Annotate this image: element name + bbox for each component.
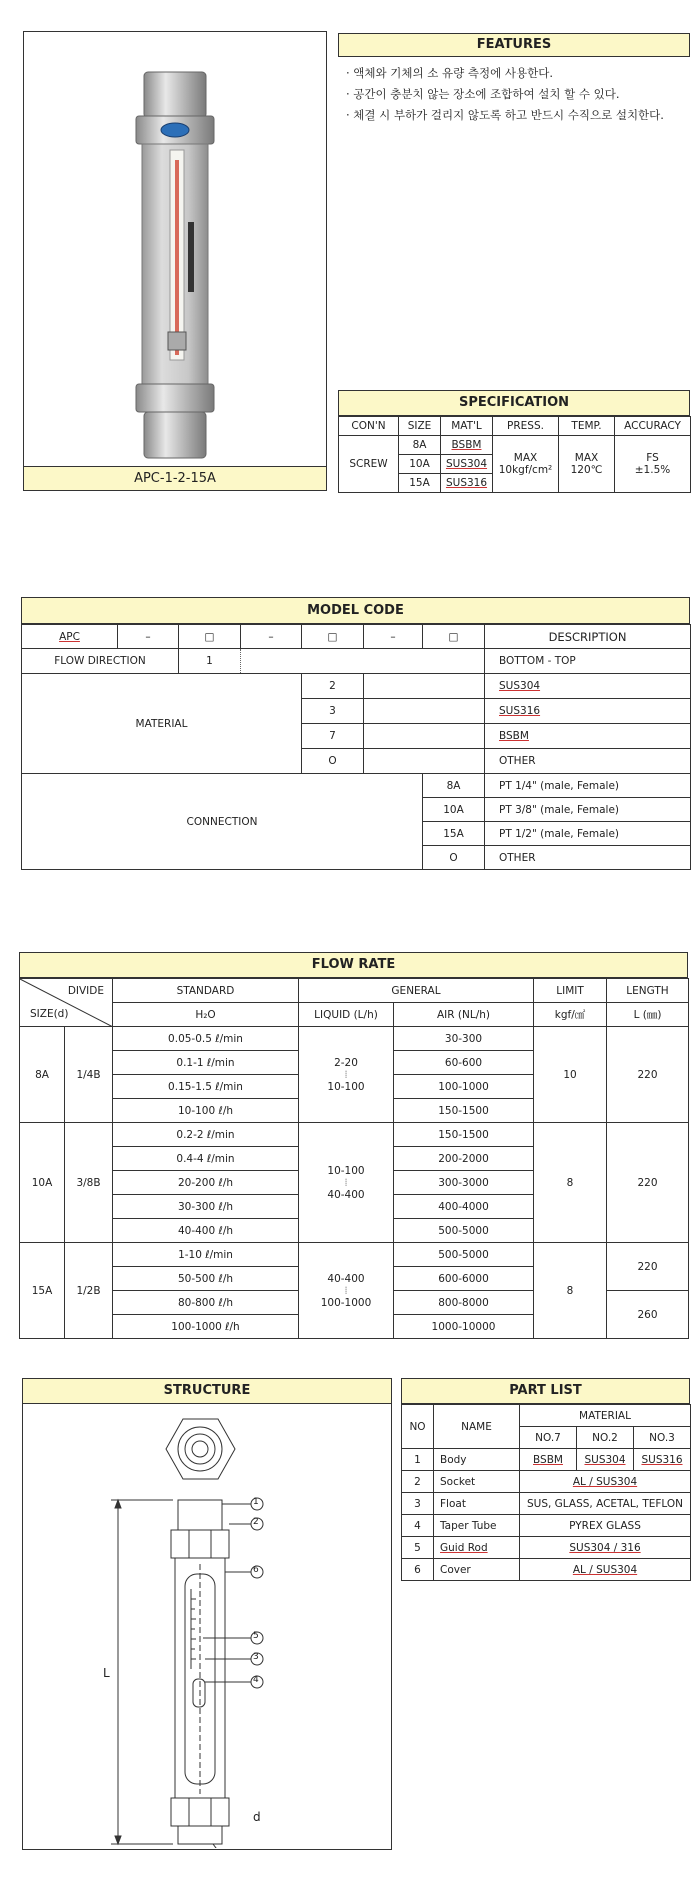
standard-value: 100-1000 ℓ/h xyxy=(113,1315,299,1339)
structure-drawing xyxy=(23,1404,391,1848)
connection-code: O xyxy=(423,846,485,870)
spec-mat: BSBM xyxy=(441,436,493,455)
material-code: 2 xyxy=(302,674,364,699)
liquid-value: 40-400 xyxy=(327,1188,365,1201)
part-material: SUS304 xyxy=(577,1449,634,1471)
callout-4: 4 xyxy=(253,1675,259,1685)
part-material: AL / SUS304 xyxy=(520,1559,691,1581)
part-list-title: PART LIST xyxy=(401,1378,690,1404)
connection-label: CONNECTION xyxy=(22,774,423,870)
air-value: 60-600 xyxy=(394,1051,534,1075)
standard-value: 0.2-2 ℓ/min xyxy=(113,1123,299,1147)
size-cell: 10A xyxy=(20,1123,65,1243)
size-cell: 15A xyxy=(20,1243,65,1339)
standard-value: 10-100 ℓ/h xyxy=(113,1099,299,1123)
part-list-table xyxy=(401,1404,691,1581)
length-value: 220 xyxy=(607,1123,689,1243)
part-material: PYREX GLASS xyxy=(520,1515,691,1537)
flow-direction-desc: BOTTOM - TOP xyxy=(485,649,691,674)
spec-header: CON'N xyxy=(339,417,399,436)
air-value: 600-6000 xyxy=(394,1267,534,1291)
part-material: AL / SUS304 xyxy=(520,1471,691,1493)
material-desc: OTHER xyxy=(485,749,691,774)
range-sep: ⁞ xyxy=(344,1068,348,1081)
empty-cell xyxy=(364,699,485,724)
spec-acc-line: FS xyxy=(646,452,659,464)
h2o-header: H₂O xyxy=(113,1003,299,1027)
divide-size-cell xyxy=(20,979,113,1027)
limit-unit: kgf/㎠ xyxy=(534,1003,607,1027)
standard-value: 30-300 ℓ/h xyxy=(113,1195,299,1219)
callout-2: 2 xyxy=(253,1517,259,1527)
part-no: 4 xyxy=(402,1515,434,1537)
product-photo-panel xyxy=(23,31,327,491)
divide-label: DIVIDE xyxy=(67,985,104,997)
spec-header: SIZE xyxy=(399,417,441,436)
flow-direction-label: FLOW DIRECTION xyxy=(22,649,179,674)
flowmeter-photo xyxy=(24,32,326,467)
liquid-value: 10-100 xyxy=(327,1164,365,1177)
liquid-value: 2-20 xyxy=(334,1056,358,1069)
part-material: SUS304 / 316 xyxy=(520,1537,691,1559)
length-value: 260 xyxy=(607,1291,689,1339)
model-code-slot: □ xyxy=(423,625,485,649)
size-cell: 8A xyxy=(20,1027,65,1123)
spec-mat: SUS304 xyxy=(441,455,493,474)
model-code-prefix: APC xyxy=(22,625,118,649)
part-material: BSBM xyxy=(520,1449,577,1471)
model-code-dash: – xyxy=(364,625,423,649)
spec-temp-line: MAX xyxy=(574,452,599,464)
spec-press-line: 10kgf/cm² xyxy=(498,464,553,476)
model-code-slot: □ xyxy=(179,625,241,649)
callout-1: 1 xyxy=(253,1497,259,1507)
material-subheader: NO.7 xyxy=(520,1427,577,1449)
spec-header: MAT'L xyxy=(441,417,493,436)
part-no: 2 xyxy=(402,1471,434,1493)
standard-value: 40-400 ℓ/h xyxy=(113,1219,299,1243)
part-material: SUS, GLASS, ACETAL, TEFLON xyxy=(520,1493,691,1515)
part-name: Taper Tube xyxy=(434,1515,520,1537)
material-code: 7 xyxy=(302,724,364,749)
spec-acc-line: ±1.5% xyxy=(634,464,671,476)
spec-header: ACCURACY xyxy=(615,417,691,436)
specification-title: SPECIFICATION xyxy=(338,390,690,416)
length-value: 220 xyxy=(607,1027,689,1123)
pipe-cell: 3/8B xyxy=(65,1123,113,1243)
specification-table xyxy=(338,416,691,493)
part-no: 6 xyxy=(402,1559,434,1581)
empty-cell xyxy=(364,724,485,749)
standard-value: 1-10 ℓ/min xyxy=(113,1243,299,1267)
spec-header: TEMP. xyxy=(559,417,615,436)
spec-temp-line: 120℃ xyxy=(570,464,603,476)
features-title: FEATURES xyxy=(338,33,690,57)
size-label: SIZE(d) xyxy=(30,1008,69,1020)
photo-caption: APC-1-2-15A xyxy=(24,466,326,490)
connection-code: 10A xyxy=(423,798,485,822)
spec-mat: SUS316 xyxy=(441,474,493,493)
spec-temp xyxy=(559,436,615,493)
air-value: 500-5000 xyxy=(394,1219,534,1243)
standard-header: STANDARD xyxy=(113,979,299,1003)
features-list xyxy=(342,60,687,123)
model-code-title: MODEL CODE xyxy=(21,597,690,624)
material-subheader: NO.2 xyxy=(577,1427,634,1449)
model-code-slot: □ xyxy=(302,625,364,649)
liquid-header: LIQUID (L/h) xyxy=(299,1003,394,1027)
part-material: SUS316 xyxy=(634,1449,691,1471)
liquid-value: 100-1000 xyxy=(320,1296,372,1309)
spec-conn: SCREW xyxy=(339,436,399,493)
material-desc: BSBM xyxy=(485,724,691,749)
model-code-dash: – xyxy=(241,625,302,649)
air-value: 300-3000 xyxy=(394,1171,534,1195)
spec-accuracy xyxy=(615,436,691,493)
structure-title: STRUCTURE xyxy=(22,1378,392,1404)
part-no-header: NO xyxy=(402,1405,434,1449)
limit-value: 8 xyxy=(534,1243,607,1339)
spec-press xyxy=(493,436,559,493)
standard-value: 0.1-1 ℓ/min xyxy=(113,1051,299,1075)
general-header: GENERAL xyxy=(299,979,534,1003)
liquid-range xyxy=(299,1243,394,1339)
air-value: 200-2000 xyxy=(394,1147,534,1171)
empty-cell xyxy=(241,649,485,674)
liquid-range xyxy=(299,1027,394,1123)
air-value: 1000-10000 xyxy=(394,1315,534,1339)
structure-drawing-panel xyxy=(22,1404,392,1850)
material-desc: SUS304 xyxy=(485,674,691,699)
model-code-table xyxy=(21,624,691,870)
spec-size: 10A xyxy=(399,455,441,474)
standard-value: 0.4-4 ℓ/min xyxy=(113,1147,299,1171)
material-label: MATERIAL xyxy=(22,674,302,774)
air-value: 400-4000 xyxy=(394,1195,534,1219)
connection-desc: PT 1/2" (male, Female) xyxy=(485,822,691,846)
part-no: 5 xyxy=(402,1537,434,1559)
spec-size: 8A xyxy=(399,436,441,455)
length-value: 220 xyxy=(607,1243,689,1291)
limit-value: 10 xyxy=(534,1027,607,1123)
connection-desc: PT 3/8" (male, Female) xyxy=(485,798,691,822)
spec-header: PRESS. xyxy=(493,417,559,436)
air-value: 500-5000 xyxy=(394,1243,534,1267)
part-name: Body xyxy=(434,1449,520,1471)
length-unit: L (㎜) xyxy=(607,1003,689,1027)
standard-value: 80-800 ℓ/h xyxy=(113,1291,299,1315)
length-header: LENGTH xyxy=(607,979,689,1003)
spec-press-line: MAX xyxy=(513,452,538,464)
pipe-cell: 1/2B xyxy=(65,1243,113,1339)
standard-value: 0.05-0.5 ℓ/min xyxy=(113,1027,299,1051)
dimension-l-label: L xyxy=(103,1666,110,1680)
air-value: 30-300 xyxy=(394,1027,534,1051)
feature-item: · 공간이 충분치 않는 장소에 조합하여 설치 할 수 있다. xyxy=(346,87,620,101)
liquid-value: 40-400 xyxy=(327,1272,365,1285)
part-no: 3 xyxy=(402,1493,434,1515)
part-name: Float xyxy=(434,1493,520,1515)
part-no: 1 xyxy=(402,1449,434,1471)
part-name: Cover xyxy=(434,1559,520,1581)
air-value: 150-1500 xyxy=(394,1123,534,1147)
callout-3: 3 xyxy=(253,1652,259,1662)
part-name: Socket xyxy=(434,1471,520,1493)
limit-value: 8 xyxy=(534,1123,607,1243)
flow-rate-table xyxy=(19,978,689,1339)
range-sep: ⁞ xyxy=(344,1284,348,1297)
air-value: 100-1000 xyxy=(394,1075,534,1099)
range-sep: ⁞ xyxy=(344,1176,348,1189)
air-value: 150-1500 xyxy=(394,1099,534,1123)
connection-desc: OTHER xyxy=(485,846,691,870)
pipe-cell: 1/4B xyxy=(65,1027,113,1123)
air-value: 800-8000 xyxy=(394,1291,534,1315)
model-code-description-header: DESCRIPTION xyxy=(485,625,691,649)
material-code: O xyxy=(302,749,364,774)
connection-code: 15A xyxy=(423,822,485,846)
feature-item: · 액체와 기체의 소 유량 측정에 사용한다. xyxy=(346,66,553,80)
dimension-d-label: d xyxy=(253,1810,261,1824)
spec-size: 15A xyxy=(399,474,441,493)
flow-rate-title: FLOW RATE xyxy=(19,952,688,978)
part-name: Guid Rod xyxy=(434,1537,520,1559)
connection-desc: PT 1/4" (male, Female) xyxy=(485,774,691,798)
feature-item: · 체결 시 부하가 걸리지 않도록 하고 반드시 수직으로 설치한다. xyxy=(346,108,664,122)
material-header: MATERIAL xyxy=(520,1405,691,1427)
callout-5: 5 xyxy=(253,1631,259,1641)
material-desc: SUS316 xyxy=(485,699,691,724)
empty-cell xyxy=(364,749,485,774)
connection-code: 8A xyxy=(423,774,485,798)
part-name-header: NAME xyxy=(434,1405,520,1449)
empty-cell xyxy=(364,674,485,699)
liquid-range xyxy=(299,1123,394,1243)
standard-value: 20-200 ℓ/h xyxy=(113,1171,299,1195)
callout-6: 6 xyxy=(253,1565,259,1575)
model-code-dash: – xyxy=(118,625,179,649)
limit-header: LIMIT xyxy=(534,979,607,1003)
material-subheader: NO.3 xyxy=(634,1427,691,1449)
flow-direction-code: 1 xyxy=(179,649,241,674)
standard-value: 50-500 ℓ/h xyxy=(113,1267,299,1291)
air-header: AIR (NL/h) xyxy=(394,1003,534,1027)
liquid-value: 10-100 xyxy=(327,1080,365,1093)
material-code: 3 xyxy=(302,699,364,724)
standard-value: 0.15-1.5 ℓ/min xyxy=(113,1075,299,1099)
